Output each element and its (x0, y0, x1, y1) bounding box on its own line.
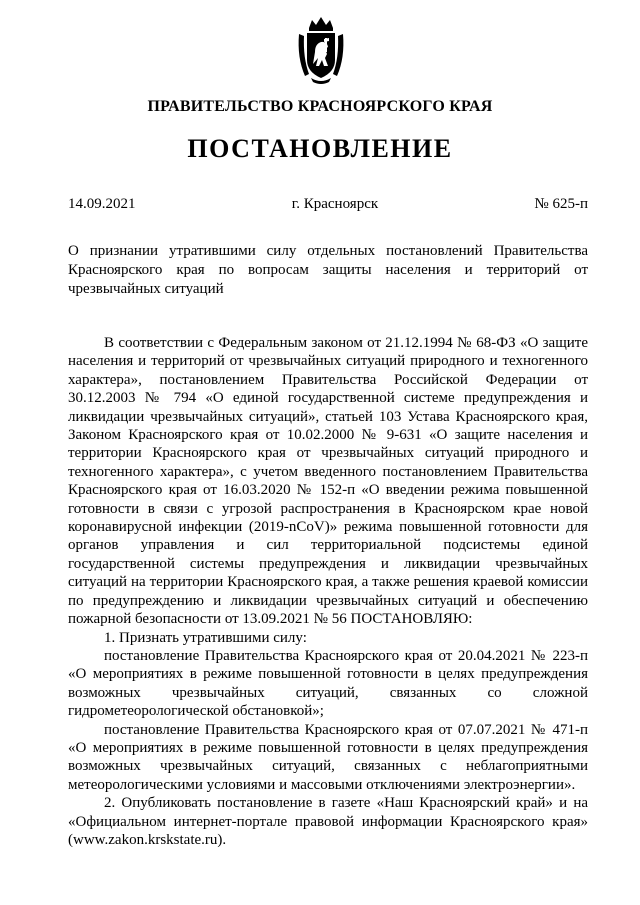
body-paragraph: постановление Правительства Красноярского края от 07.07.2021 № 471-п «О мероприятиях в режиме повышенной готовности в целях предупреждения возможных чрезвычайных ситуаций, связанных с неблагоприятными метеорологическими условиями и массовыми отключениями электроэнергии». (68, 721, 588, 793)
body-paragraph: постановление Правительства Красноярского края от 20.04.2021 № 223-п «О мероприятиях в режиме повышенной готовности в целях предупреждения возможных чрезвычайных ситуаций, связанных со сложной гидрометеорологической обстановкой»; (68, 647, 588, 720)
document-date: 14.09.2021 (68, 196, 136, 212)
government-name: ПРАВИТЕЛЬСТВО КРАСНОЯРСКОГО КРАЯ (147, 98, 493, 115)
body-paragraph: В соответствии с Федеральным законом от 21.12.1994 № 68-ФЗ «О защите населения и территорий от чрезвычайных ситуаций природного и техногенного характера», постановлением Правительства Российской Федерации от 30.12.2003 № 794 «О единой государственной системе предупреждения и ликвидации чрезвычайных ситуаций», статьей 103 Устава Красноярского края, Законом Красноярского края от 10.02.2000 № 9-631 «О защите населения и территории Красноярского края от чрезвычайных ситуаций природного и техногенного характера», с учетом введенного постановлением Правительства Красноярского края от 16.03.2020 № 152-п «О введении режима повышенной готовности в связи с угрозой распространения в Красноярском крае новой коронавирусной инфекции (2019-nCoV)» режима повышенной готовности для органов управления и сил территориальной подсистемы единой государственной системы предупреждения и ликвидации чрезвычайных ситуаций на территории Красноярского края, а также решения краевой комиссии по предупреждению и ликвидации чрезвычайных ситуаций и обеспечению пожарной безопасности от 13.09.2021 № 56 ПОСТАНОВЛЯЮ: (68, 335, 588, 628)
body-paragraph: 1. Признать утратившими силу: (104, 629, 307, 646)
document-meta (68, 196, 588, 213)
document-subject: О признании утратившими силу отдельных постановлений Правительства Красноярского края по вопросам защиты населения и территорий от чрезвычайных ситуаций (68, 243, 588, 297)
document-number: № 625-п (534, 196, 588, 212)
document-type: ПОСТАНОВЛЕНИЕ (187, 134, 453, 163)
body-paragraph: 2. Опубликовать постановление в газете «Наш Красноярский край» и на «Официальном интернет-портале правовой информации Красноярского края» (www.zakon.krskstate.ru). (68, 795, 588, 848)
document-body (68, 334, 588, 849)
krasnoyarsk-coat-of-arms-icon (295, 14, 347, 86)
document-city: г. Красноярск (291, 196, 379, 212)
